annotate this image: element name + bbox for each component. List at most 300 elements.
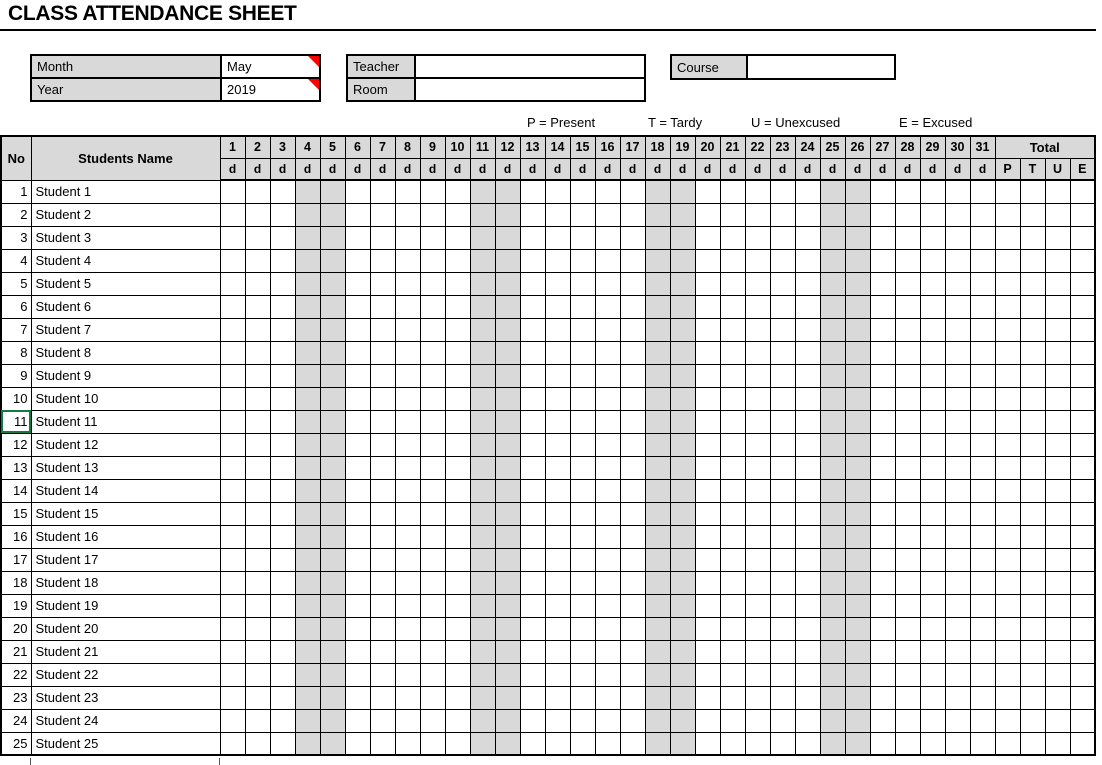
attendance-cell-day-29[interactable]: [920, 479, 945, 502]
attendance-cell-day-14[interactable]: [545, 663, 570, 686]
attendance-cell-day-8[interactable]: [395, 249, 420, 272]
attendance-cell-day-17[interactable]: [620, 709, 645, 732]
attendance-cell-day-8[interactable]: [395, 571, 420, 594]
attendance-cell-day-2[interactable]: [245, 525, 270, 548]
attendance-cell-day-16[interactable]: [595, 502, 620, 525]
total-cell-p[interactable]: [995, 364, 1020, 387]
attendance-cell-day-15[interactable]: [570, 226, 595, 249]
attendance-cell-day-11[interactable]: [470, 502, 495, 525]
attendance-cell-day-25[interactable]: [820, 318, 845, 341]
attendance-cell-day-21[interactable]: [720, 272, 745, 295]
attendance-cell-day-20[interactable]: [695, 433, 720, 456]
attendance-cell-day-16[interactable]: [595, 594, 620, 617]
attendance-cell-day-23[interactable]: [770, 686, 795, 709]
attendance-cell-day-28[interactable]: [895, 663, 920, 686]
attendance-cell-day-23[interactable]: [770, 709, 795, 732]
total-cell-e[interactable]: [1070, 732, 1095, 755]
attendance-cell-day-30[interactable]: [945, 456, 970, 479]
attendance-cell-day-26[interactable]: [845, 249, 870, 272]
attendance-cell-day-18[interactable]: [645, 548, 670, 571]
attendance-cell-day-29[interactable]: [920, 433, 945, 456]
attendance-cell-day-21[interactable]: [720, 387, 745, 410]
attendance-cell-day-14[interactable]: [545, 318, 570, 341]
attendance-cell-day-2[interactable]: [245, 203, 270, 226]
attendance-cell-day-8[interactable]: [395, 364, 420, 387]
attendance-cell-day-31[interactable]: [970, 433, 995, 456]
attendance-cell-day-16[interactable]: [595, 387, 620, 410]
attendance-cell-day-8[interactable]: [395, 456, 420, 479]
attendance-cell-day-26[interactable]: [845, 364, 870, 387]
attendance-cell-day-6[interactable]: [345, 203, 370, 226]
attendance-cell-day-14[interactable]: [545, 295, 570, 318]
attendance-cell-day-23[interactable]: [770, 295, 795, 318]
student-name-cell[interactable]: Student 11: [31, 410, 220, 433]
attendance-cell-day-16[interactable]: [595, 663, 620, 686]
attendance-cell-day-15[interactable]: [570, 571, 595, 594]
attendance-cell-day-5[interactable]: [320, 180, 345, 203]
attendance-cell-day-15[interactable]: [570, 387, 595, 410]
student-name-cell[interactable]: Student 7: [31, 318, 220, 341]
attendance-cell-day-28[interactable]: [895, 318, 920, 341]
attendance-cell-day-15[interactable]: [570, 433, 595, 456]
attendance-cell-day-28[interactable]: [895, 272, 920, 295]
attendance-cell-day-3[interactable]: [270, 410, 295, 433]
attendance-cell-day-21[interactable]: [720, 226, 745, 249]
attendance-cell-day-4[interactable]: [295, 180, 320, 203]
attendance-cell-day-10[interactable]: [445, 456, 470, 479]
attendance-cell-day-16[interactable]: [595, 249, 620, 272]
attendance-cell-day-1[interactable]: [220, 502, 245, 525]
attendance-cell-day-23[interactable]: [770, 640, 795, 663]
attendance-cell-day-26[interactable]: [845, 387, 870, 410]
attendance-cell-day-29[interactable]: [920, 525, 945, 548]
total-cell-p[interactable]: [995, 410, 1020, 433]
attendance-cell-day-29[interactable]: [920, 732, 945, 755]
attendance-cell-day-15[interactable]: [570, 364, 595, 387]
attendance-cell-day-23[interactable]: [770, 249, 795, 272]
total-cell-p[interactable]: [995, 502, 1020, 525]
attendance-cell-day-18[interactable]: [645, 479, 670, 502]
attendance-cell-day-10[interactable]: [445, 180, 470, 203]
total-cell-p[interactable]: [995, 732, 1020, 755]
attendance-cell-day-20[interactable]: [695, 709, 720, 732]
attendance-cell-day-11[interactable]: [470, 433, 495, 456]
attendance-cell-day-24[interactable]: [795, 180, 820, 203]
attendance-cell-day-2[interactable]: [245, 341, 270, 364]
attendance-cell-day-3[interactable]: [270, 249, 295, 272]
attendance-cell-day-14[interactable]: [545, 410, 570, 433]
row-number-cell[interactable]: 6: [1, 295, 31, 318]
total-cell-e[interactable]: [1070, 479, 1095, 502]
attendance-cell-day-14[interactable]: [545, 341, 570, 364]
attendance-cell-day-4[interactable]: [295, 709, 320, 732]
attendance-cell-day-4[interactable]: [295, 456, 320, 479]
total-cell-u[interactable]: [1045, 456, 1070, 479]
attendance-cell-day-3[interactable]: [270, 364, 295, 387]
attendance-cell-day-16[interactable]: [595, 617, 620, 640]
attendance-cell-day-24[interactable]: [795, 318, 820, 341]
attendance-cell-day-4[interactable]: [295, 364, 320, 387]
attendance-cell-day-1[interactable]: [220, 364, 245, 387]
attendance-cell-day-18[interactable]: [645, 525, 670, 548]
attendance-cell-day-15[interactable]: [570, 594, 595, 617]
attendance-cell-day-2[interactable]: [245, 180, 270, 203]
attendance-cell-day-19[interactable]: [670, 341, 695, 364]
attendance-cell-day-19[interactable]: [670, 640, 695, 663]
total-cell-t[interactable]: [1020, 548, 1045, 571]
attendance-cell-day-17[interactable]: [620, 571, 645, 594]
total-cell-t[interactable]: [1020, 686, 1045, 709]
month-value-cell[interactable]: [221, 55, 320, 78]
attendance-cell-day-9[interactable]: [420, 410, 445, 433]
attendance-cell-day-6[interactable]: [345, 594, 370, 617]
attendance-cell-day-2[interactable]: [245, 617, 270, 640]
attendance-cell-day-27[interactable]: [870, 640, 895, 663]
attendance-cell-day-3[interactable]: [270, 295, 295, 318]
attendance-cell-day-30[interactable]: [945, 272, 970, 295]
attendance-cell-day-29[interactable]: [920, 502, 945, 525]
attendance-cell-day-21[interactable]: [720, 410, 745, 433]
attendance-cell-day-15[interactable]: [570, 686, 595, 709]
total-cell-p[interactable]: [995, 571, 1020, 594]
attendance-cell-day-30[interactable]: [945, 640, 970, 663]
attendance-cell-day-1[interactable]: [220, 341, 245, 364]
attendance-cell-day-3[interactable]: [270, 456, 295, 479]
attendance-cell-day-17[interactable]: [620, 318, 645, 341]
attendance-cell-day-28[interactable]: [895, 203, 920, 226]
attendance-cell-day-15[interactable]: [570, 548, 595, 571]
total-cell-p[interactable]: [995, 640, 1020, 663]
attendance-cell-day-23[interactable]: [770, 180, 795, 203]
attendance-cell-day-22[interactable]: [745, 249, 770, 272]
attendance-cell-day-1[interactable]: [220, 709, 245, 732]
attendance-cell-day-1[interactable]: [220, 456, 245, 479]
row-number-cell[interactable]: 5: [1, 272, 31, 295]
attendance-cell-day-28[interactable]: [895, 686, 920, 709]
attendance-cell-day-7[interactable]: [370, 732, 395, 755]
attendance-cell-day-15[interactable]: [570, 479, 595, 502]
attendance-cell-day-3[interactable]: [270, 663, 295, 686]
attendance-cell-day-12[interactable]: [495, 318, 520, 341]
attendance-cell-day-9[interactable]: [420, 433, 445, 456]
total-cell-e[interactable]: [1070, 525, 1095, 548]
total-cell-u[interactable]: [1045, 525, 1070, 548]
attendance-cell-day-3[interactable]: [270, 387, 295, 410]
total-cell-u[interactable]: [1045, 732, 1070, 755]
attendance-cell-day-15[interactable]: [570, 318, 595, 341]
total-cell-u[interactable]: [1045, 295, 1070, 318]
attendance-cell-day-11[interactable]: [470, 295, 495, 318]
attendance-cell-day-5[interactable]: [320, 502, 345, 525]
attendance-cell-day-11[interactable]: [470, 387, 495, 410]
attendance-cell-day-10[interactable]: [445, 203, 470, 226]
attendance-cell-day-20[interactable]: [695, 594, 720, 617]
total-cell-t[interactable]: [1020, 387, 1045, 410]
attendance-cell-day-6[interactable]: [345, 387, 370, 410]
attendance-cell-day-9[interactable]: [420, 502, 445, 525]
total-cell-p[interactable]: [995, 548, 1020, 571]
attendance-cell-day-23[interactable]: [770, 571, 795, 594]
attendance-cell-day-11[interactable]: [470, 663, 495, 686]
attendance-cell-day-3[interactable]: [270, 571, 295, 594]
attendance-cell-day-1[interactable]: [220, 249, 245, 272]
attendance-cell-day-22[interactable]: [745, 341, 770, 364]
total-cell-u[interactable]: [1045, 410, 1070, 433]
attendance-cell-day-29[interactable]: [920, 364, 945, 387]
attendance-cell-day-7[interactable]: [370, 709, 395, 732]
attendance-cell-day-7[interactable]: [370, 686, 395, 709]
attendance-cell-day-24[interactable]: [795, 272, 820, 295]
attendance-cell-day-13[interactable]: [520, 686, 545, 709]
attendance-cell-day-17[interactable]: [620, 272, 645, 295]
attendance-cell-day-9[interactable]: [420, 272, 445, 295]
attendance-cell-day-4[interactable]: [295, 295, 320, 318]
attendance-cell-day-8[interactable]: [395, 502, 420, 525]
total-cell-p[interactable]: [995, 594, 1020, 617]
attendance-cell-day-4[interactable]: [295, 341, 320, 364]
row-number-cell[interactable]: 7: [1, 318, 31, 341]
student-name-cell[interactable]: Student 23: [31, 686, 220, 709]
attendance-cell-day-30[interactable]: [945, 341, 970, 364]
student-name-cell[interactable]: Student 3: [31, 226, 220, 249]
attendance-cell-day-6[interactable]: [345, 226, 370, 249]
attendance-cell-day-6[interactable]: [345, 364, 370, 387]
attendance-cell-day-15[interactable]: [570, 617, 595, 640]
attendance-cell-day-3[interactable]: [270, 548, 295, 571]
total-cell-e[interactable]: [1070, 709, 1095, 732]
attendance-cell-day-30[interactable]: [945, 433, 970, 456]
attendance-cell-day-15[interactable]: [570, 502, 595, 525]
attendance-cell-day-4[interactable]: [295, 249, 320, 272]
attendance-cell-day-25[interactable]: [820, 686, 845, 709]
attendance-cell-day-9[interactable]: [420, 732, 445, 755]
attendance-cell-day-7[interactable]: [370, 433, 395, 456]
attendance-cell-day-28[interactable]: [895, 180, 920, 203]
attendance-cell-day-31[interactable]: [970, 617, 995, 640]
attendance-cell-day-4[interactable]: [295, 410, 320, 433]
attendance-cell-day-15[interactable]: [570, 410, 595, 433]
attendance-cell-day-24[interactable]: [795, 640, 820, 663]
attendance-cell-day-7[interactable]: [370, 364, 395, 387]
attendance-cell-day-6[interactable]: [345, 249, 370, 272]
attendance-cell-day-31[interactable]: [970, 686, 995, 709]
attendance-cell-day-14[interactable]: [545, 387, 570, 410]
attendance-cell-day-26[interactable]: [845, 226, 870, 249]
total-cell-u[interactable]: [1045, 479, 1070, 502]
total-cell-u[interactable]: [1045, 226, 1070, 249]
attendance-cell-day-27[interactable]: [870, 617, 895, 640]
attendance-cell-day-19[interactable]: [670, 410, 695, 433]
attendance-cell-day-23[interactable]: [770, 456, 795, 479]
attendance-cell-day-2[interactable]: [245, 410, 270, 433]
attendance-cell-day-8[interactable]: [395, 203, 420, 226]
attendance-cell-day-9[interactable]: [420, 548, 445, 571]
attendance-cell-day-1[interactable]: [220, 272, 245, 295]
total-cell-t[interactable]: [1020, 341, 1045, 364]
row-number-cell[interactable]: 24: [1, 709, 31, 732]
attendance-cell-day-5[interactable]: [320, 479, 345, 502]
attendance-cell-day-25[interactable]: [820, 525, 845, 548]
attendance-cell-day-20[interactable]: [695, 249, 720, 272]
attendance-cell-day-11[interactable]: [470, 686, 495, 709]
attendance-cell-day-8[interactable]: [395, 180, 420, 203]
attendance-cell-day-26[interactable]: [845, 456, 870, 479]
attendance-cell-day-1[interactable]: [220, 548, 245, 571]
attendance-cell-day-9[interactable]: [420, 456, 445, 479]
attendance-cell-day-29[interactable]: [920, 180, 945, 203]
room-value-cell[interactable]: [415, 78, 645, 101]
attendance-cell-day-16[interactable]: [595, 525, 620, 548]
attendance-cell-day-25[interactable]: [820, 594, 845, 617]
attendance-cell-day-17[interactable]: [620, 548, 645, 571]
attendance-cell-day-18[interactable]: [645, 364, 670, 387]
row-number-cell[interactable]: 16: [1, 525, 31, 548]
attendance-cell-day-7[interactable]: [370, 479, 395, 502]
attendance-cell-day-31[interactable]: [970, 180, 995, 203]
attendance-cell-day-9[interactable]: [420, 709, 445, 732]
attendance-cell-day-24[interactable]: [795, 410, 820, 433]
attendance-cell-day-4[interactable]: [295, 387, 320, 410]
attendance-cell-day-24[interactable]: [795, 364, 820, 387]
attendance-cell-day-9[interactable]: [420, 203, 445, 226]
total-cell-u[interactable]: [1045, 663, 1070, 686]
attendance-cell-day-26[interactable]: [845, 203, 870, 226]
attendance-cell-day-10[interactable]: [445, 663, 470, 686]
attendance-cell-day-20[interactable]: [695, 387, 720, 410]
attendance-cell-day-2[interactable]: [245, 226, 270, 249]
attendance-cell-day-24[interactable]: [795, 502, 820, 525]
attendance-cell-day-21[interactable]: [720, 709, 745, 732]
attendance-cell-day-11[interactable]: [470, 180, 495, 203]
attendance-cell-day-9[interactable]: [420, 594, 445, 617]
course-value-cell[interactable]: [747, 55, 895, 79]
attendance-cell-day-21[interactable]: [720, 594, 745, 617]
attendance-cell-day-31[interactable]: [970, 525, 995, 548]
row-number-cell[interactable]: 3: [1, 226, 31, 249]
attendance-cell-day-11[interactable]: [470, 364, 495, 387]
attendance-cell-day-24[interactable]: [795, 732, 820, 755]
attendance-cell-day-6[interactable]: [345, 341, 370, 364]
attendance-cell-day-24[interactable]: [795, 479, 820, 502]
attendance-cell-day-27[interactable]: [870, 502, 895, 525]
total-cell-t[interactable]: [1020, 226, 1045, 249]
total-cell-u[interactable]: [1045, 686, 1070, 709]
total-cell-p[interactable]: [995, 433, 1020, 456]
attendance-cell-day-2[interactable]: [245, 479, 270, 502]
attendance-cell-day-16[interactable]: [595, 548, 620, 571]
attendance-cell-day-15[interactable]: [570, 295, 595, 318]
attendance-cell-day-26[interactable]: [845, 594, 870, 617]
attendance-cell-day-6[interactable]: [345, 410, 370, 433]
attendance-cell-day-8[interactable]: [395, 686, 420, 709]
attendance-cell-day-13[interactable]: [520, 410, 545, 433]
attendance-cell-day-21[interactable]: [720, 203, 745, 226]
attendance-cell-day-26[interactable]: [845, 502, 870, 525]
student-name-cell[interactable]: Student 16: [31, 525, 220, 548]
total-cell-e[interactable]: [1070, 548, 1095, 571]
total-cell-t[interactable]: [1020, 456, 1045, 479]
attendance-cell-day-2[interactable]: [245, 272, 270, 295]
attendance-cell-day-8[interactable]: [395, 594, 420, 617]
total-cell-p[interactable]: [995, 617, 1020, 640]
attendance-cell-day-16[interactable]: [595, 686, 620, 709]
attendance-cell-day-9[interactable]: [420, 663, 445, 686]
attendance-cell-day-31[interactable]: [970, 410, 995, 433]
attendance-cell-day-25[interactable]: [820, 433, 845, 456]
attendance-cell-day-4[interactable]: [295, 226, 320, 249]
attendance-cell-day-26[interactable]: [845, 640, 870, 663]
attendance-cell-day-8[interactable]: [395, 295, 420, 318]
attendance-cell-day-7[interactable]: [370, 640, 395, 663]
attendance-cell-day-19[interactable]: [670, 548, 695, 571]
attendance-cell-day-25[interactable]: [820, 226, 845, 249]
total-cell-e[interactable]: [1070, 364, 1095, 387]
attendance-cell-day-19[interactable]: [670, 709, 695, 732]
attendance-cell-day-20[interactable]: [695, 180, 720, 203]
attendance-cell-day-9[interactable]: [420, 364, 445, 387]
total-cell-t[interactable]: [1020, 640, 1045, 663]
attendance-cell-day-6[interactable]: [345, 502, 370, 525]
attendance-cell-day-24[interactable]: [795, 295, 820, 318]
attendance-cell-day-28[interactable]: [895, 479, 920, 502]
attendance-cell-day-17[interactable]: [620, 295, 645, 318]
attendance-cell-day-25[interactable]: [820, 341, 845, 364]
attendance-cell-day-12[interactable]: [495, 732, 520, 755]
attendance-cell-day-5[interactable]: [320, 548, 345, 571]
attendance-cell-day-30[interactable]: [945, 548, 970, 571]
attendance-cell-day-29[interactable]: [920, 410, 945, 433]
attendance-cell-day-15[interactable]: [570, 663, 595, 686]
attendance-cell-day-6[interactable]: [345, 686, 370, 709]
attendance-cell-day-21[interactable]: [720, 732, 745, 755]
attendance-cell-day-27[interactable]: [870, 479, 895, 502]
student-name-cell[interactable]: Student 12: [31, 433, 220, 456]
attendance-cell-day-12[interactable]: [495, 272, 520, 295]
attendance-cell-day-16[interactable]: [595, 709, 620, 732]
attendance-cell-day-31[interactable]: [970, 548, 995, 571]
attendance-cell-day-30[interactable]: [945, 410, 970, 433]
attendance-cell-day-12[interactable]: [495, 456, 520, 479]
attendance-cell-day-10[interactable]: [445, 594, 470, 617]
attendance-cell-day-15[interactable]: [570, 341, 595, 364]
attendance-cell-day-29[interactable]: [920, 456, 945, 479]
attendance-cell-day-22[interactable]: [745, 226, 770, 249]
attendance-cell-day-6[interactable]: [345, 295, 370, 318]
attendance-cell-day-30[interactable]: [945, 663, 970, 686]
total-cell-t[interactable]: [1020, 502, 1045, 525]
attendance-cell-day-14[interactable]: [545, 525, 570, 548]
attendance-cell-day-11[interactable]: [470, 249, 495, 272]
attendance-cell-day-11[interactable]: [470, 318, 495, 341]
attendance-cell-day-24[interactable]: [795, 617, 820, 640]
student-name-cell[interactable]: Student 13: [31, 456, 220, 479]
total-cell-u[interactable]: [1045, 571, 1070, 594]
attendance-cell-day-13[interactable]: [520, 617, 545, 640]
attendance-cell-day-3[interactable]: [270, 617, 295, 640]
attendance-cell-day-13[interactable]: [520, 502, 545, 525]
attendance-cell-day-18[interactable]: [645, 617, 670, 640]
total-cell-t[interactable]: [1020, 249, 1045, 272]
total-cell-u[interactable]: [1045, 272, 1070, 295]
attendance-cell-day-31[interactable]: [970, 571, 995, 594]
attendance-cell-day-26[interactable]: [845, 525, 870, 548]
attendance-cell-day-27[interactable]: [870, 709, 895, 732]
attendance-cell-day-3[interactable]: [270, 686, 295, 709]
attendance-cell-day-18[interactable]: [645, 709, 670, 732]
attendance-cell-day-27[interactable]: [870, 548, 895, 571]
attendance-cell-day-28[interactable]: [895, 387, 920, 410]
attendance-cell-day-23[interactable]: [770, 272, 795, 295]
